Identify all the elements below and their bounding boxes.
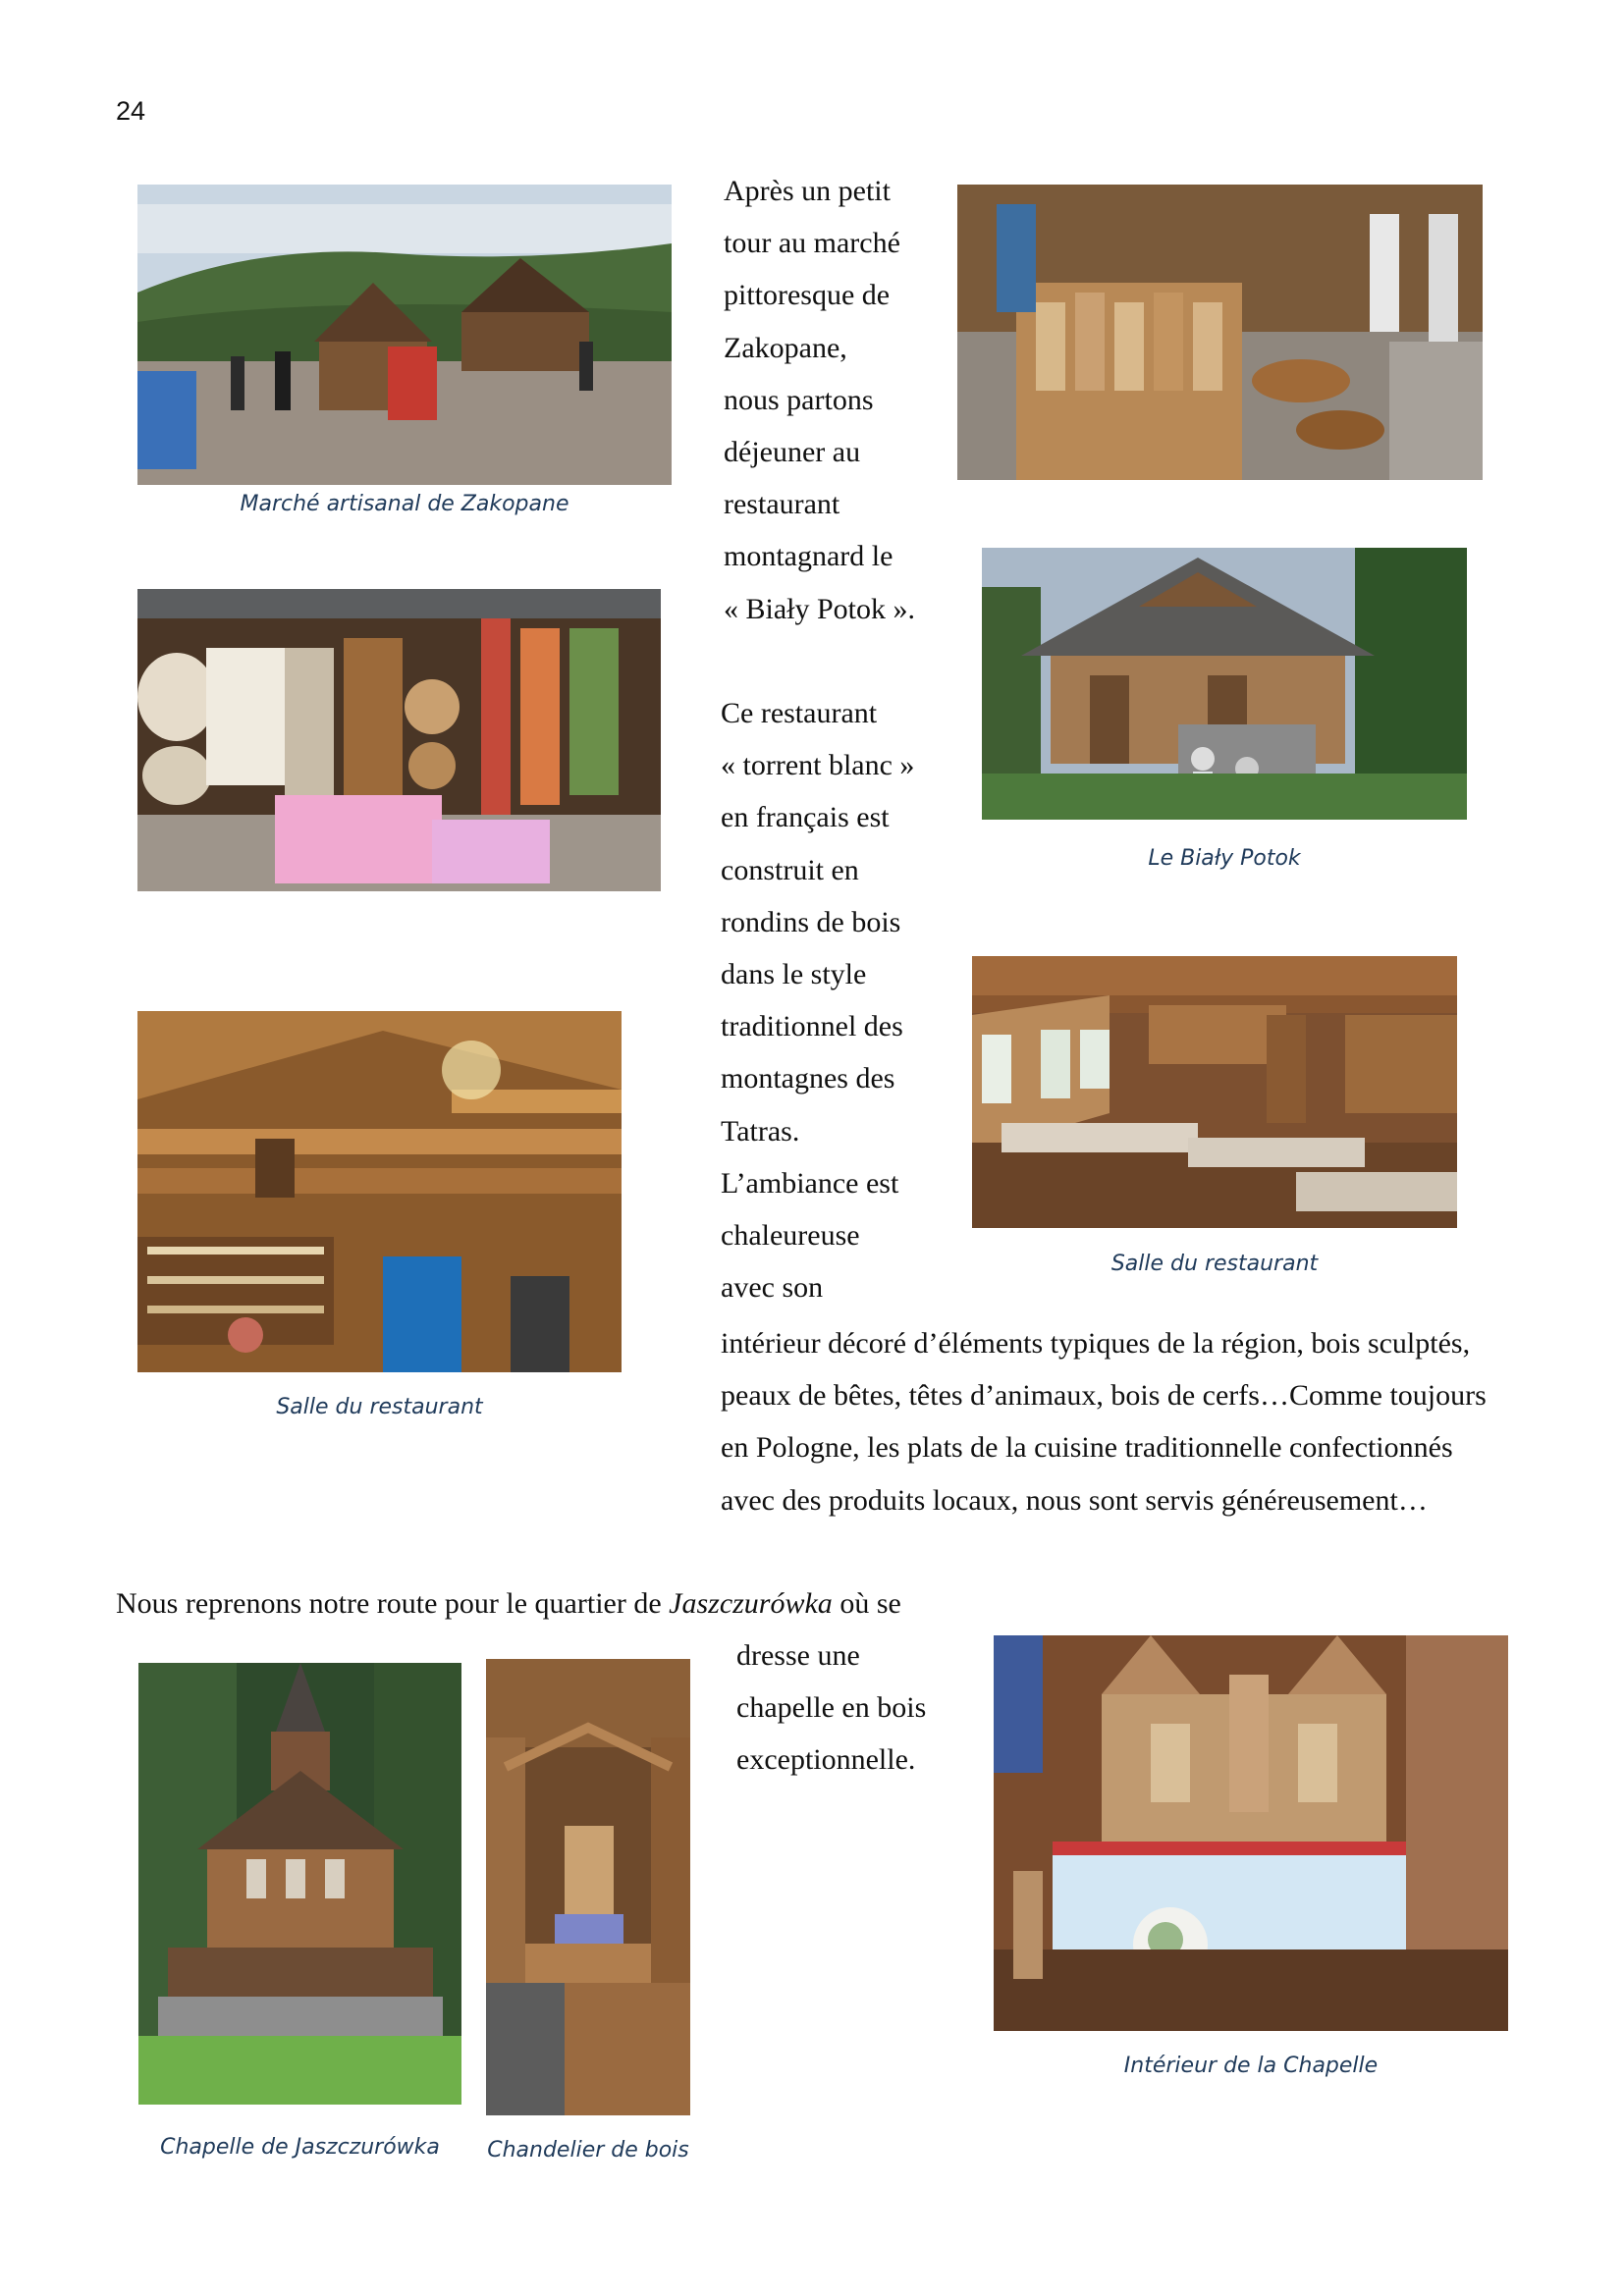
col2-line: dans le style: [721, 958, 867, 990]
wide-line: en Pologne, les plats de la cuisine traditionnelle confectionnés: [721, 1431, 1453, 1465]
col1-line: Zakopane,: [724, 331, 847, 364]
col2-line: chaleureuse: [721, 1219, 860, 1252]
col2-line: construit en: [721, 853, 859, 886]
col1-line: nous partons: [724, 383, 874, 416]
woodcraft-photo: [957, 185, 1483, 480]
col2-line: en français est: [721, 801, 890, 834]
wide-line: peaux de bêtes, têtes d’animaux, bois de cerfs…Comme toujours: [721, 1379, 1487, 1413]
chapel-exterior-photo: [138, 1663, 461, 2105]
caption-salle-right: Salle du restaurant: [1110, 1252, 1319, 1276]
col2-line: « torrent blanc »: [721, 749, 915, 782]
col1-line: montagnard le: [724, 540, 893, 573]
caption-chandelier: Chandelier de bois: [487, 2138, 689, 2163]
dining-hall-photo: [972, 956, 1457, 1228]
page-number: 24: [116, 96, 146, 126]
route-text-after: où se: [832, 1587, 901, 1620]
chapel-nave-photo: [486, 1659, 690, 2115]
col1-line: Après un petit: [724, 175, 891, 207]
route-line: [116, 1577, 901, 1629]
col2-line: Tatras.: [721, 1114, 800, 1148]
col1-line: déjeuner au: [724, 436, 861, 468]
col2-line: avec son: [721, 1271, 824, 1305]
caption-marche: Marché artisanal de Zakopane: [240, 492, 569, 516]
col1-line: restaurant: [724, 488, 840, 521]
chapel-altar-photo: [994, 1635, 1508, 2031]
caption-interieur: Intérieur de la Chapelle: [1123, 2054, 1379, 2078]
col1-line: « Biały Potok ».: [724, 592, 916, 625]
col1-line: tour au marché: [724, 227, 900, 260]
market-street-photo: [137, 185, 672, 485]
col2-line: rondins de bois: [721, 905, 901, 938]
chapel-line: exceptionnelle.: [736, 1743, 916, 1777]
chapel-line: chapelle en bois: [736, 1691, 927, 1725]
caption-chapelle: Chapelle de Jaszczurówka: [160, 2135, 440, 2160]
chapel-line: dresse une: [736, 1639, 860, 1672]
col2-line: Ce restaurant: [721, 697, 878, 729]
bar-interior-photo: [137, 1011, 622, 1372]
route-place: Jaszczurówka: [669, 1587, 833, 1620]
wide-line: avec des produits locaux, nous sont servis généreusement…: [721, 1483, 1428, 1517]
wide-line: intérieur décoré d’éléments typiques de la région, bois sculptés,: [721, 1327, 1471, 1360]
col2-line: L’ambiance est: [721, 1166, 899, 1200]
col2-line: montagnes des: [721, 1062, 895, 1095]
caption-bialy: Le Biały Potok: [1148, 846, 1301, 871]
route-text-before: Nous reprenons notre route pour le quartier de: [116, 1587, 670, 1620]
caption-salle-left: Salle du restaurant: [276, 1395, 483, 1419]
restaurant-exterior-photo: [982, 548, 1467, 820]
souvenir-stall-photo: [137, 589, 661, 891]
col2-line: traditionnel des: [721, 1010, 903, 1043]
col1-line: pittoresque de: [724, 279, 891, 312]
